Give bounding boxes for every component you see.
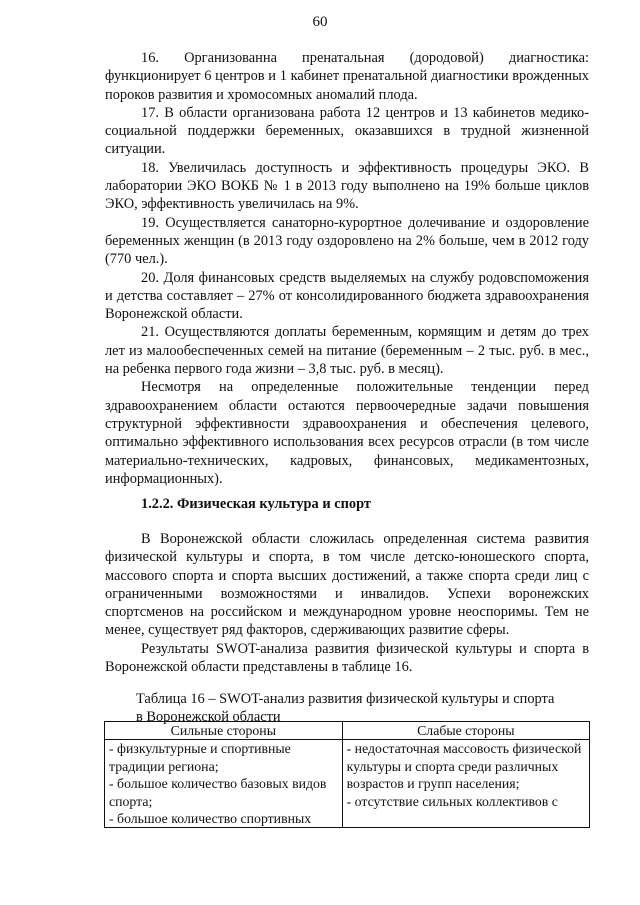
weakness-item: - отсутствие сильных коллективов с <box>346 793 558 809</box>
table-row <box>105 740 590 828</box>
header-weaknesses: Слабые стороны <box>342 722 589 740</box>
strengths-cell <box>105 740 343 828</box>
section-text <box>105 530 589 676</box>
swot-table <box>104 721 590 828</box>
table-caption-line2: в Воронежской области <box>136 709 281 726</box>
strength-item: - большое количество базовых видов спорта; <box>109 776 327 809</box>
strength-item: - физкультурные и спортивные традиции региона; <box>109 741 291 774</box>
strength-item: - большое количество спортивных <box>109 811 312 827</box>
weaknesses-cell <box>342 740 589 828</box>
table-caption-line1: Таблица 16 – SWOT-анализ развития физической культуры и спорта <box>136 691 555 707</box>
main-text-top <box>105 49 589 488</box>
table-header-row <box>105 722 590 740</box>
section-heading: 1.2.2. Физическая культура и спорт <box>141 496 371 512</box>
paragraph-item-18: 18. Увеличилась доступность и эффективность процедуры ЭКО. В лаборатории ЭКО ВОКБ № 1 в 2013 году выполнено на 19% больше циклов ЭКО, эффективность увеличилась на 9%. <box>105 159 589 213</box>
section-paragraph-swot-results: Результаты SWOT-анализа развития физической культуры и спорта в Воронежской области представлены в таблице 16. <box>105 640 589 676</box>
page-number: 60 <box>312 14 328 30</box>
paragraph-item-17: 17. В области организована работа 12 центров и 13 кабинетов медико-социальной поддержки беременных, оказавшихся в трудной жизненной ситуации. <box>105 104 589 158</box>
paragraph-item-16: 16. Организованна пренатальная (дородовой) диагностика: функционирует 6 центров и 1 кабинет пренатальной диагностики врожденных пороков развития и хромосомных аномалий плода. <box>105 50 589 103</box>
header-strengths: Сильные стороны <box>105 722 343 740</box>
weakness-item: - недостаточная массовость физической культуры и спорта среди различных возрастов и групп населения; <box>346 741 582 792</box>
paragraph-item-19: 19. Осуществляется санаторно-курортное долечивание и оздоровление беременных женщин (в 2013 году оздоровлено на 2% больше, чем в 2012 году (770 чел.). <box>105 214 589 268</box>
paragraph-item-20: 20. Доля финансовых средств выделяемых на службу родовспоможения и детства составляет – 27% от консолидированного бюджета здравоохранения Воронежской области. <box>105 269 589 323</box>
paragraph-conclusion: Несмотря на определенные положительные тенденции перед здравоохранением области остаются первоочередные задачи повышения структурной эффективности здравоохранения и обеспечения целевого, оптимально эффективного использования всех ресурсов отрасли (в том числе материально-технических, кадровых, финансовых, медикаментозных, информационных). <box>105 379 589 487</box>
section-paragraph-system: В Воронежской области сложилась определенная система развития физической культуры и спорта, в том числе детско-юношеского спорта, массового спорта и спорта высших достижений, а также спорта среди лиц с ограниченными возможностями и инвалидов. Успехи воронежских спортсменов на российском и международном уровне неоспоримы. Тем не менее, существует ряд факторов, сдерживающих развитие сферы. <box>105 531 589 639</box>
paragraph-item-21: 21. Осуществляются доплаты беременным, кормящим и детям до трех лет из малообеспеченных семей на питание (беременным – 2 тыс. руб. в мес., на ребенка первого года жизни – 3,8 тыс. руб. в месяц). <box>105 324 589 378</box>
